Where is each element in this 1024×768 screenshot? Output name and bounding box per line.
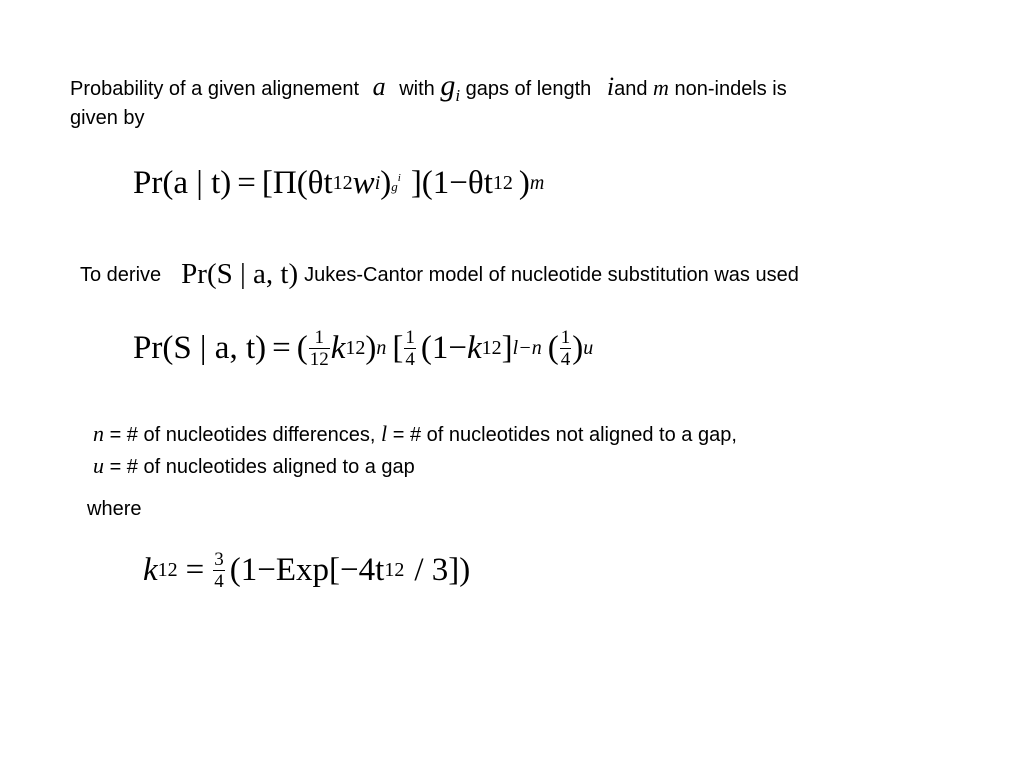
eq1-exp-m: m [529, 172, 545, 194]
k12-equation [143, 550, 470, 591]
derive-text-to: To derive [80, 263, 162, 286]
eq3-tail: / 3]) [414, 552, 471, 588]
eq1-exp-g: $g^i$ [391, 172, 401, 194]
variable-definitions [93, 421, 737, 480]
eq2-equals: = [272, 330, 291, 366]
def-u-text: = # of nucleotides aligned to a gap [109, 456, 415, 479]
intro-text-gaps: gaps of length [465, 78, 592, 100]
eq1-sub12a: 12 [332, 172, 353, 194]
jukes-cantor-equation: Pr(S | a, t) = ( $\frac{1}{12}$ k 12 ) n [ $\frac{1}{4}$ (1− k 12 ] l−n ( $\frac{1}{4}$ ) u [133, 327, 594, 370]
var-g: $g_i$ [440, 69, 461, 105]
eq2-frac3: $\frac{1}{4}$ [560, 327, 571, 370]
intro-text-a: Probability of a given alignement [70, 78, 360, 100]
eq1-w-sub: i [374, 172, 381, 194]
def-n-text: = # of nucleotides differences, [109, 424, 376, 446]
eq1-equals: = [237, 165, 256, 201]
eq2-one-minus: (1− [420, 330, 467, 366]
def-l-text: = # of nucleotides not aligned to a gap, [392, 424, 737, 446]
var-m: m [653, 75, 669, 100]
where-label: where [87, 498, 142, 520]
eq2-exp-u: u [583, 337, 594, 359]
eq1-lhs: Pr(a | t) [133, 165, 232, 201]
alignment-probability-equation [133, 165, 544, 202]
eq3-equals: = [185, 552, 205, 588]
def-line-1 [93, 421, 737, 447]
eq3-frac: $\frac{3}{4}$ [214, 549, 224, 592]
intro-line-2: given by [70, 107, 145, 130]
derive-line [80, 258, 799, 291]
eq2-k2: k [467, 330, 482, 366]
eq3-t-sub: 12 [384, 559, 405, 581]
var-g-sub: i [455, 86, 461, 105]
eq3-k-sub: 12 [157, 559, 178, 581]
eq1-mid: ](1−θt [410, 165, 493, 201]
eq1-close-paren: ) [380, 165, 392, 201]
eq2-frac1: $\frac{1}{12}$ [309, 327, 329, 370]
intro-text-and: and [614, 78, 648, 100]
intro-paragraph [70, 68, 990, 130]
var-a: a [372, 72, 386, 101]
def-l-var: l [381, 421, 388, 446]
eq2-k-sub: 12 [345, 337, 366, 359]
intro-text-nonindels: non-indels is [674, 78, 787, 100]
eq3-k: k [143, 552, 158, 588]
derive-text-jc: Jukes-Cantor model of nucleotide substitution was used [304, 263, 799, 286]
def-u-var: u [93, 453, 104, 479]
eq1-w: w [352, 165, 375, 201]
eq2-frac2: $\frac{1}{4}$ [405, 327, 415, 370]
var-i: i [606, 72, 615, 101]
eq3-body: (1−Exp[−4t [229, 552, 385, 588]
eq2-exp-ln: l−n [512, 337, 542, 359]
eq1-sub12b: 12 [492, 172, 513, 194]
eq2-k: k [330, 330, 346, 366]
def-line-2 [93, 453, 737, 479]
eq1-close2: ) [518, 165, 530, 201]
intro-line-1 [70, 68, 990, 106]
eq2-k2-sub: 12 [481, 337, 502, 359]
eq2-lhs: Pr(S | a, t) [133, 330, 267, 366]
def-n-var: n [93, 421, 104, 446]
eq2-exp-n: n [376, 337, 387, 359]
eq1-open: [Π(θt [261, 165, 333, 201]
derive-expr: Pr(S | a, t) [181, 258, 299, 290]
intro-text-with: with [399, 78, 435, 100]
